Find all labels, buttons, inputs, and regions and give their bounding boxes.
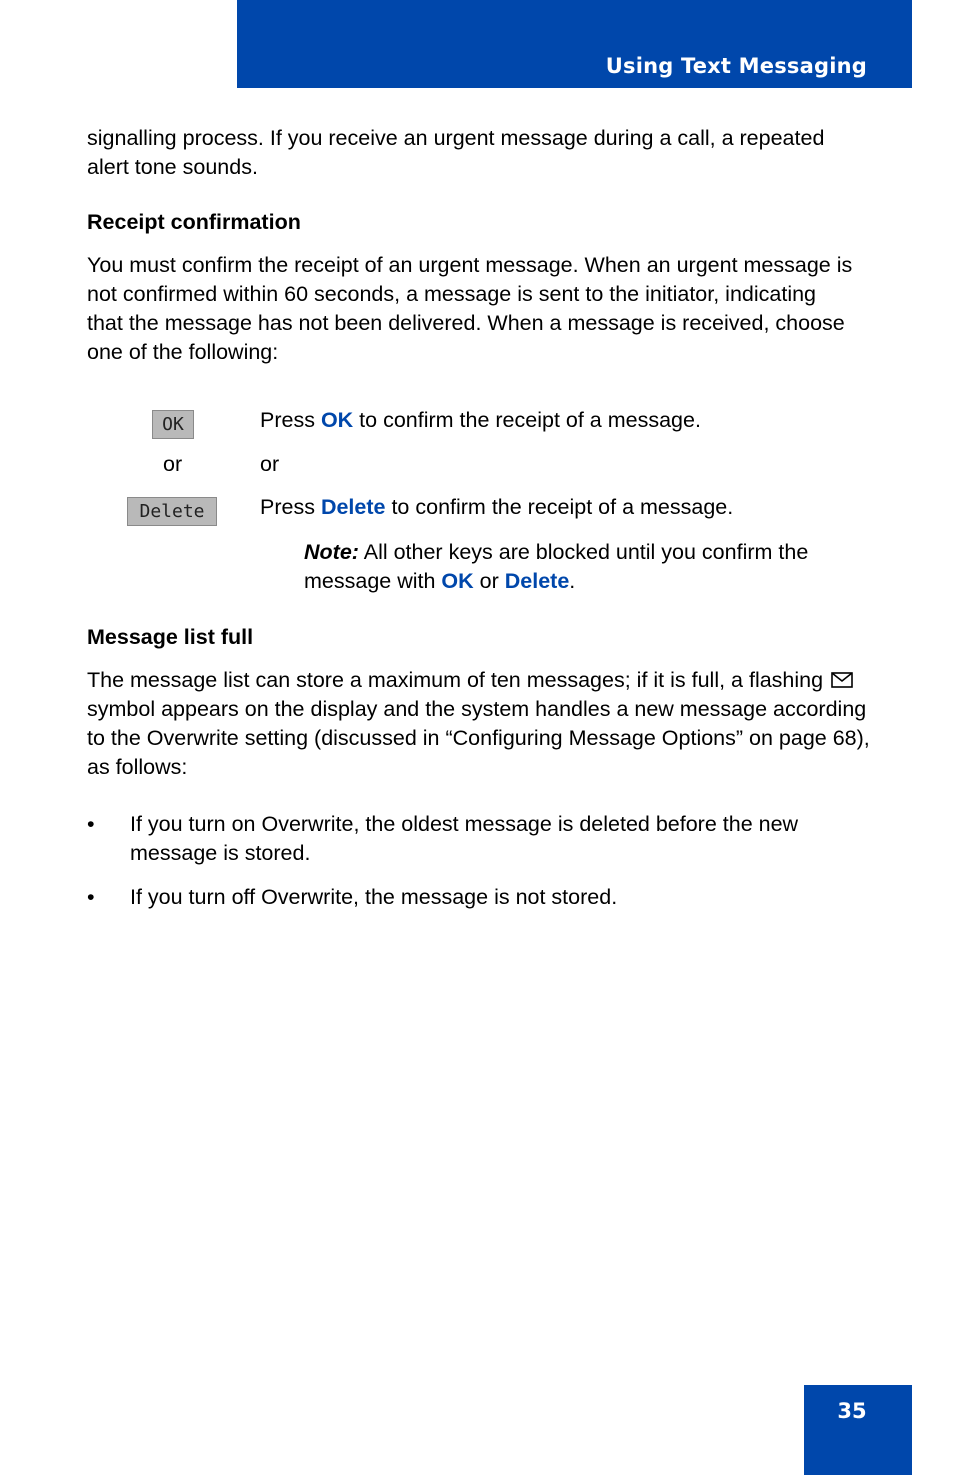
page-number: 35	[837, 1399, 867, 1423]
page-number-box	[804, 1385, 912, 1475]
ok-softkey: OK	[152, 410, 194, 439]
note-mid: or	[473, 569, 505, 593]
bullet-item: If you turn on Overwrite, the oldest message is deleted before the new message is stored.	[130, 812, 799, 865]
paragraph-part2: symbol appears on the display and the system handles a new message according to the Overwrite setting (discussed in “Configuring Message Options” on page 68), as follows:	[87, 697, 870, 779]
delete-instruction-suffix: to confirm the receipt of a message.	[385, 495, 734, 519]
bullet-marker: •	[87, 885, 95, 909]
section-heading-receipt-confirmation: Receipt confirmation	[87, 210, 301, 234]
header-bar	[237, 0, 912, 88]
delete-key-name: Delete	[320, 495, 386, 519]
paragraph-part1: The message list can store a maximum of ten messages; if it is full, a flashing	[87, 668, 824, 692]
ok-instruction	[260, 408, 701, 433]
ok-instruction-prefix: Press	[260, 408, 321, 432]
receipt-confirmation-paragraph: You must confirm the receipt of an urgent message. When an urgent message is not confirmed within 60 seconds, a message is sent to the initiator, indicating that the message has not been delivered. When a message is received, choose one of the following:	[87, 253, 853, 364]
envelope-icon	[831, 672, 853, 688]
ok-key-name: OK	[320, 408, 354, 432]
note-ok-key: OK	[441, 569, 474, 593]
note-delete-key: Delete	[504, 569, 570, 593]
or-label-left: or	[163, 452, 183, 476]
or-label-right: or	[260, 452, 280, 476]
header-title: Using Text Messaging	[605, 54, 867, 78]
note	[304, 538, 874, 596]
delete-softkey: Delete	[127, 497, 217, 526]
note-text: All other keys are blocked until you confirm the message with	[304, 540, 809, 593]
ok-instruction-suffix: to confirm the receipt of a message.	[353, 408, 701, 432]
note-label: Note:	[304, 540, 359, 564]
message-list-full-paragraph	[87, 666, 877, 782]
intro-paragraph: signalling process. If you receive an urgent message during a call, a repeated alert tone sounds.	[87, 126, 825, 179]
delete-instruction	[260, 495, 733, 520]
bullet-marker: •	[87, 812, 95, 836]
section-heading-message-list-full: Message list full	[87, 625, 254, 649]
bullet-item: If you turn off Overwrite, the message is not stored.	[130, 885, 618, 909]
note-end: .	[569, 569, 576, 593]
delete-instruction-prefix: Press	[260, 495, 321, 519]
